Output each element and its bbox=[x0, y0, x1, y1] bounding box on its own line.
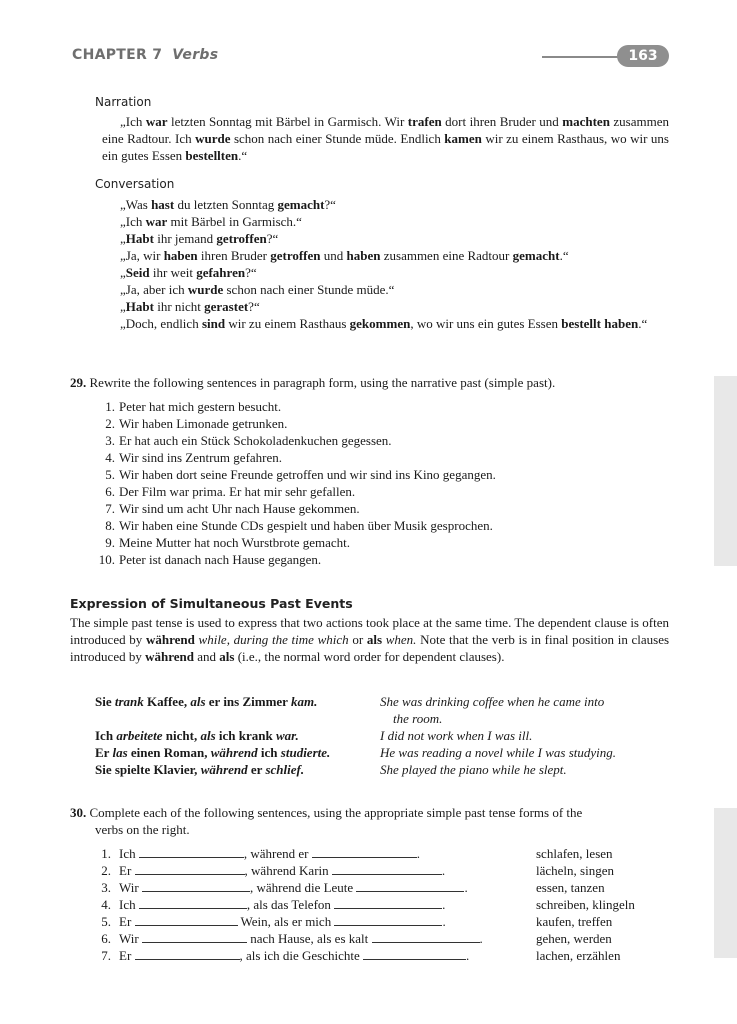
text-run: wurde bbox=[187, 282, 224, 297]
text-run: während bbox=[210, 745, 258, 760]
item-subject: Er bbox=[119, 914, 135, 929]
text-run: Sie bbox=[95, 694, 115, 709]
answer-blank-2[interactable] bbox=[372, 931, 480, 943]
item-sentence bbox=[119, 913, 446, 930]
exercise-29-instruction bbox=[70, 374, 555, 391]
item-number: 6. bbox=[101, 931, 111, 946]
list-item bbox=[95, 415, 695, 432]
text-run: and bbox=[193, 649, 220, 664]
text-run: dort ihren Bruder und bbox=[441, 114, 563, 129]
text-run: ich krank bbox=[215, 728, 276, 743]
item-text: Peter hat mich gestern besucht. bbox=[119, 399, 282, 414]
exercise-row bbox=[95, 862, 695, 879]
conversation-heading: Conversation bbox=[95, 177, 175, 191]
conversation-line bbox=[120, 213, 680, 230]
text-run: als bbox=[200, 728, 216, 743]
narration-heading: Narration bbox=[95, 95, 152, 109]
exercise-row bbox=[95, 896, 695, 913]
item-number: 1. bbox=[105, 399, 115, 414]
text-run: bestellt bbox=[561, 316, 601, 331]
item-period: . bbox=[441, 863, 446, 878]
text-run: Seid bbox=[125, 265, 150, 280]
chapter-title: Verbs bbox=[172, 47, 219, 63]
item-text: Meine Mutter hat noch Wurstbrote gemacht. bbox=[119, 535, 351, 550]
text-run: Er bbox=[95, 745, 113, 760]
item-verbs: lachen, erzählen bbox=[536, 948, 621, 963]
item-text: Wir sind um acht Uhr nach Hause gekommen. bbox=[119, 501, 360, 516]
item-sentence bbox=[119, 947, 469, 964]
text-run: du letzten Sonntag bbox=[174, 197, 278, 212]
text-run: .“ bbox=[559, 248, 569, 263]
text-run: ihr nicht bbox=[153, 299, 205, 314]
answer-blank-2[interactable] bbox=[356, 880, 464, 892]
answer-blank-1[interactable] bbox=[142, 931, 247, 943]
text-run: einen Roman, bbox=[127, 745, 211, 760]
item-number: 4. bbox=[101, 897, 111, 912]
text-run: (i.e., the normal word order for dependent clauses). bbox=[234, 649, 505, 664]
conversation-line bbox=[120, 230, 680, 247]
text-run: war bbox=[145, 214, 168, 229]
text-run: sind bbox=[201, 316, 226, 331]
item-number: 2. bbox=[105, 416, 115, 431]
text-run: war. bbox=[275, 728, 299, 743]
conversation-line bbox=[120, 298, 680, 315]
item-number: 1. bbox=[101, 846, 111, 861]
text-run: „Was bbox=[120, 197, 152, 212]
list-item bbox=[95, 534, 695, 551]
item-number: 7. bbox=[105, 501, 115, 516]
text-run: bestellten bbox=[185, 148, 239, 163]
item-middle: , während Karin bbox=[244, 863, 332, 878]
exercise-row bbox=[95, 913, 695, 930]
item-number: 5. bbox=[101, 914, 111, 929]
text-run: kamen bbox=[444, 131, 482, 146]
list-item bbox=[95, 483, 695, 500]
examples-table bbox=[95, 693, 695, 778]
item-middle: Wein, als er mich bbox=[237, 914, 335, 929]
narration-paragraph bbox=[102, 113, 669, 164]
text-run: getroffen bbox=[216, 231, 267, 246]
example-english: He was reading a novel while I was studying. bbox=[380, 745, 617, 760]
example-german bbox=[95, 693, 317, 710]
text-run: haben bbox=[163, 248, 198, 263]
item-verbs: kaufen, treffen bbox=[536, 914, 613, 929]
item-verbs: gehen, werden bbox=[536, 931, 612, 946]
text-run: gekommen bbox=[349, 316, 411, 331]
exercise-30-number: 30. bbox=[70, 805, 87, 820]
item-sentence bbox=[119, 930, 483, 947]
item-number: 4. bbox=[105, 450, 115, 465]
item-sentence bbox=[119, 845, 420, 862]
item-subject: Ich bbox=[119, 846, 139, 861]
example-german bbox=[95, 727, 299, 744]
text-run: wir zu einem Rasthaus, wo wir uns ein gutes Essen bbox=[102, 131, 669, 163]
example-english: I did not work when I was ill. bbox=[380, 728, 533, 743]
item-text: Wir sind ins Zentrum gefahren. bbox=[119, 450, 283, 465]
text-run: arbeitete bbox=[116, 728, 163, 743]
text-run: „Ich bbox=[120, 114, 146, 129]
text-run: nicht, bbox=[162, 728, 201, 743]
list-item bbox=[95, 398, 695, 415]
text-run: .“ bbox=[238, 148, 248, 163]
side-tab-lower bbox=[714, 808, 737, 958]
text-run: und bbox=[320, 248, 347, 263]
text-run: schlief. bbox=[265, 762, 305, 777]
exercise-row bbox=[95, 879, 695, 896]
item-text: Der Film war prima. Er hat mir sehr gefallen. bbox=[119, 484, 356, 499]
item-middle: , während die Leute bbox=[249, 880, 357, 895]
example-row bbox=[95, 727, 695, 744]
exercise-30-text-line2: verbs on the right. bbox=[95, 822, 190, 837]
item-sentence bbox=[119, 862, 445, 879]
example-english: She played the piano while he slept. bbox=[380, 762, 567, 777]
text-run: , wo wir uns ein gutes Essen bbox=[410, 316, 562, 331]
text-run: er bbox=[247, 762, 266, 777]
text-run: Sie spielte Klavier, bbox=[95, 762, 201, 777]
item-verbs: lächeln, singen bbox=[536, 863, 614, 878]
text-run: getroffen bbox=[270, 248, 321, 263]
exercise-row bbox=[95, 930, 695, 947]
exercise-30-instruction bbox=[70, 804, 669, 821]
item-verbs: essen, tanzen bbox=[536, 880, 605, 895]
example-english-cont: the room. bbox=[393, 711, 443, 726]
conversation-last-line bbox=[102, 315, 669, 332]
text-run: haben bbox=[604, 316, 639, 331]
text-run: ?“ bbox=[266, 231, 279, 246]
conversation-lines bbox=[120, 196, 680, 315]
text-run: „ bbox=[120, 299, 126, 314]
text-run: Habt bbox=[125, 231, 154, 246]
text-run: zusammen eine Radtour bbox=[380, 248, 513, 263]
item-text: Er hat auch ein Stück Schokoladenkuchen gegessen. bbox=[119, 433, 392, 448]
item-period: . bbox=[442, 897, 446, 912]
answer-blank-1[interactable] bbox=[135, 948, 240, 960]
text-run: er ins Zimmer bbox=[205, 694, 291, 709]
text-run: Note that the verb is in final position in clauses introduced by bbox=[70, 632, 670, 664]
item-number: 9. bbox=[105, 535, 115, 550]
text-run: kam. bbox=[290, 694, 318, 709]
answer-blank-1[interactable] bbox=[135, 863, 245, 875]
item-middle: , als ich die Geschichte bbox=[239, 948, 363, 963]
list-item bbox=[95, 449, 695, 466]
text-run: ?“ bbox=[248, 299, 260, 314]
section-heading: Expression of Simultaneous Past Events bbox=[70, 596, 353, 611]
item-subject: Ich bbox=[119, 897, 139, 912]
item-period: . bbox=[442, 914, 446, 929]
item-text: Wir haben eine Stunde CDs gespielt und haben über Musik gesprochen. bbox=[119, 518, 493, 533]
item-verbs: schlafen, lesen bbox=[536, 846, 613, 861]
item-sentence bbox=[119, 896, 445, 913]
text-run: gerastet bbox=[204, 299, 249, 314]
text-run: ?“ bbox=[324, 197, 336, 212]
text-run: while, during the time which bbox=[198, 632, 349, 647]
text-run: mit Bärbel in Garmisch.“ bbox=[167, 214, 302, 229]
item-middle: nach Hause, als es kalt bbox=[246, 931, 372, 946]
text-run: war bbox=[145, 114, 168, 129]
example-row bbox=[95, 761, 695, 778]
conversation-line bbox=[120, 281, 680, 298]
list-item bbox=[95, 432, 695, 449]
text-run: wurde bbox=[195, 131, 231, 146]
item-middle: , während er bbox=[243, 846, 312, 861]
chapter-header bbox=[72, 47, 218, 63]
conversation-line bbox=[120, 196, 680, 213]
text-run: ihr jemand bbox=[153, 231, 217, 246]
text-run: ich bbox=[257, 745, 281, 760]
text-run: als bbox=[190, 694, 206, 709]
text-run: „Ja, wir bbox=[120, 248, 164, 263]
text-run: „Ja, aber ich bbox=[120, 282, 188, 297]
item-number: 5. bbox=[105, 467, 115, 482]
exercise-29-list bbox=[95, 398, 695, 568]
text-run: trafen bbox=[407, 114, 442, 129]
text-run: letzten Sonntag mit Bärbel in Garmisch. Wir bbox=[167, 114, 408, 129]
example-row bbox=[95, 744, 695, 761]
side-tab-upper bbox=[714, 376, 737, 566]
text-run: zusammen eine Radtour. Ich bbox=[102, 114, 669, 146]
text-run: or bbox=[348, 632, 367, 647]
conversation-line bbox=[120, 247, 680, 264]
answer-blank-1[interactable] bbox=[139, 897, 247, 909]
text-run: ihr weit bbox=[149, 265, 197, 280]
answer-blank-1[interactable] bbox=[135, 914, 238, 926]
item-period: . bbox=[464, 880, 468, 895]
chapter-label: CHAPTER 7 bbox=[72, 47, 163, 63]
item-number: 3. bbox=[105, 433, 115, 448]
answer-blank-2[interactable] bbox=[363, 948, 466, 960]
section-paragraph bbox=[70, 614, 669, 665]
text-run: „Ich bbox=[120, 214, 146, 229]
text-run: „ bbox=[120, 265, 126, 280]
text-run: Habt bbox=[125, 299, 154, 314]
item-number: 8. bbox=[105, 518, 115, 533]
exercise-29-text: Rewrite the following sentences in paragraph form, using the narrative past (simple past). bbox=[89, 375, 556, 390]
item-verbs: schreiben, klingeln bbox=[536, 897, 635, 912]
text-run: als bbox=[219, 649, 235, 664]
page-number: 163 bbox=[617, 45, 669, 67]
item-subject: Er bbox=[119, 863, 135, 878]
answer-blank-2[interactable] bbox=[312, 846, 417, 858]
answer-blank-1[interactable] bbox=[139, 846, 244, 858]
text-run: gemacht bbox=[512, 248, 560, 263]
list-item bbox=[95, 466, 695, 483]
list-item bbox=[95, 551, 695, 568]
item-sentence bbox=[119, 879, 468, 896]
item-number: 3. bbox=[101, 880, 111, 895]
list-item bbox=[95, 517, 695, 534]
item-number: 2. bbox=[101, 863, 111, 878]
conversation-line bbox=[120, 264, 680, 281]
item-number: 10. bbox=[98, 552, 115, 567]
text-run: studierte. bbox=[280, 745, 331, 760]
text-run: während bbox=[200, 762, 248, 777]
exercise-30-text-line1: Complete each of the following sentences, using the appropriate simple past tense forms of the bbox=[89, 805, 583, 820]
text-run: als bbox=[366, 632, 382, 647]
exercise-row bbox=[95, 947, 695, 964]
example-english: She was drinking coffee when he came into bbox=[380, 694, 605, 709]
exercise-30-list bbox=[95, 845, 695, 964]
answer-blank-2[interactable] bbox=[334, 897, 442, 909]
item-number: 7. bbox=[101, 948, 111, 963]
item-number: 6. bbox=[105, 484, 115, 499]
text-run: „Doch, endlich bbox=[120, 316, 202, 331]
item-period: . bbox=[479, 931, 483, 946]
text-run: ?“ bbox=[245, 265, 257, 280]
text-run: Kaffee, bbox=[143, 694, 191, 709]
text-run: machten bbox=[562, 114, 610, 129]
example-german bbox=[95, 761, 304, 778]
text-run: The simple past tense is used to express that two actions took place at the same time. The dependent clause is often introduced by bbox=[70, 615, 669, 647]
answer-blank-1[interactable] bbox=[142, 880, 250, 892]
exercise-row bbox=[95, 845, 695, 862]
text-run: trank bbox=[114, 694, 144, 709]
text-run: when. bbox=[385, 632, 417, 647]
item-middle: , als das Telefon bbox=[246, 897, 335, 912]
text-run: schon nach einer Stunde müde. Endlich bbox=[230, 131, 445, 146]
text-run: wir zu einem Rasthaus bbox=[225, 316, 350, 331]
text-run: gemacht bbox=[277, 197, 325, 212]
text-run: gefahren bbox=[196, 265, 246, 280]
list-item bbox=[95, 500, 695, 517]
answer-blank-2[interactable] bbox=[332, 863, 442, 875]
text-run: hast bbox=[151, 197, 175, 212]
text-run: schon nach einer Stunde müde.“ bbox=[223, 282, 395, 297]
item-subject: Wir bbox=[119, 931, 142, 946]
item-subject: Wir bbox=[119, 880, 142, 895]
item-subject: Er bbox=[119, 948, 135, 963]
text-run: „ bbox=[120, 231, 126, 246]
text-run: las bbox=[112, 745, 128, 760]
text-run: während bbox=[145, 649, 194, 664]
answer-blank-2[interactable] bbox=[334, 914, 442, 926]
text-run: ihren Bruder bbox=[197, 248, 271, 263]
exercise-29-number: 29. bbox=[70, 375, 87, 390]
example-row bbox=[95, 693, 695, 727]
item-text: Wir haben Limonade getrunken. bbox=[119, 416, 288, 431]
item-text: Wir haben dort seine Freunde getroffen und wir sind ins Kino gegangen. bbox=[119, 467, 496, 482]
example-german bbox=[95, 744, 330, 761]
item-period: . bbox=[466, 948, 470, 963]
text-run: Ich bbox=[95, 728, 117, 743]
text-run: haben bbox=[346, 248, 381, 263]
text-run: .“ bbox=[638, 316, 648, 331]
text-run: während bbox=[145, 632, 195, 647]
item-text: Peter ist danach nach Hause gegangen. bbox=[119, 552, 322, 567]
item-period: . bbox=[416, 846, 420, 861]
